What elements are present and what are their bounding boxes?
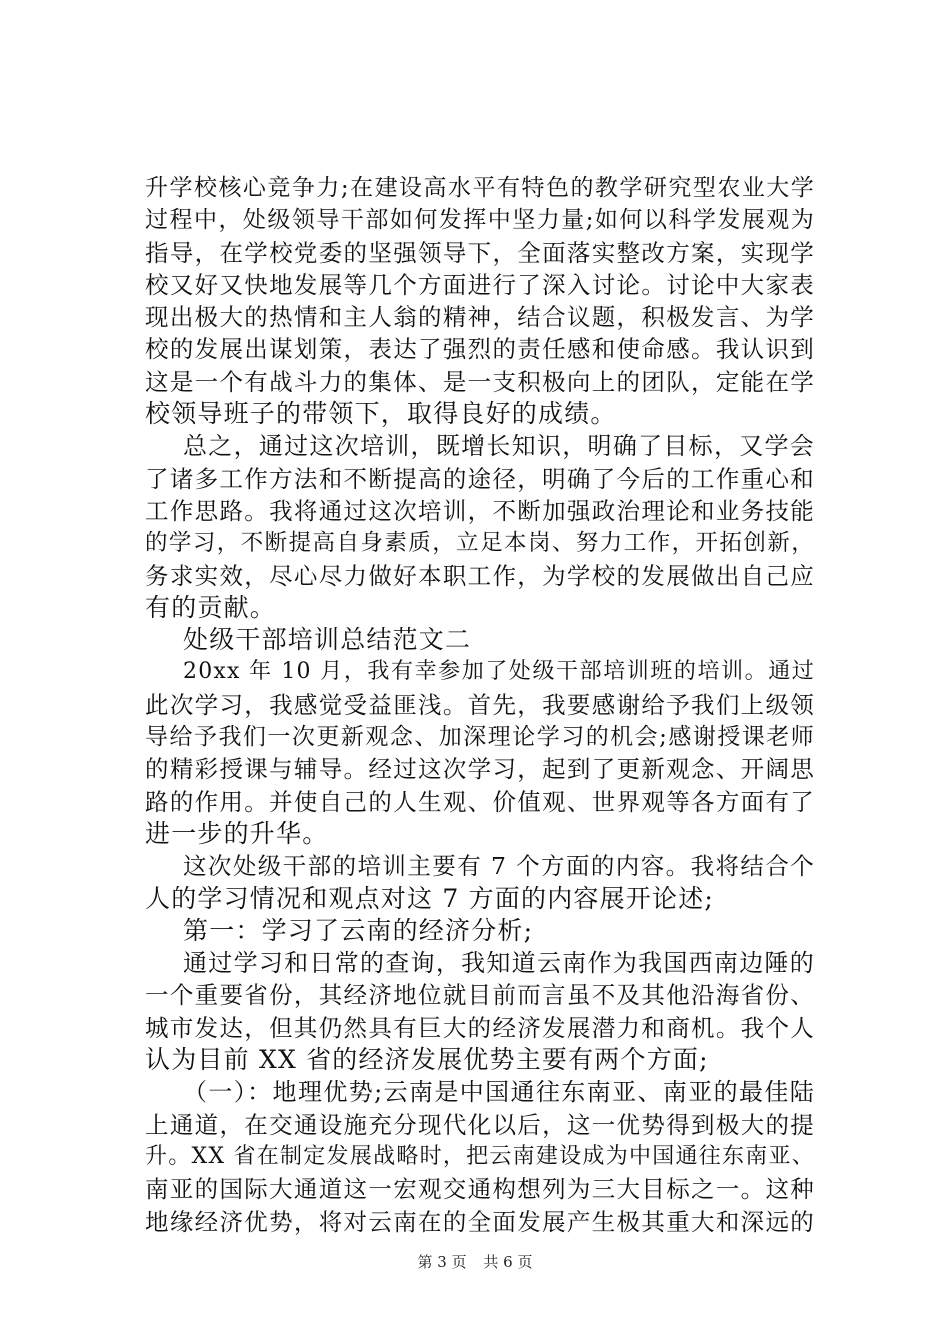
text-line: 这是一个有战斗力的集体、是一支积极向上的团队，定能在学 [145,367,815,396]
text-line: 上通道，在交通设施充分现代化以后，这一优势得到极大的提 [145,1110,815,1139]
page-total: 共 6 页 [483,1253,533,1271]
page-number: 第 3 页 [417,1253,467,1271]
text-line: 路的作用。并使自己的人生观、价值观、世界观等各方面有了 [145,787,815,816]
text-line: 导给予我们一次更新观念、加深理论学习的机会;感谢授课老师 [145,724,815,751]
page-footer [0,1252,950,1272]
text-line: 此次学习，我感觉受益匪浅。首先，我要感谢给予我们上级领 [145,690,815,719]
text-line: 这次处级干部的培训主要有 7 个方面的内容。我将结合个 [183,852,815,881]
text-line: 认为目前 XX 省的经济发展优势主要有两个方面; [145,1045,709,1075]
text-line: 有的贡献。 [145,592,277,622]
text-line: 指导，在学校党委的坚强领导下，全面落实整改方案，实现学 [145,238,815,267]
text-line: 升。XX 省在制定发展战略时，把云南建设成为中国通往东南亚、 [145,1143,815,1169]
text-line: 城市发达，但其仍然具有巨大的经济发展潜力和商机。我个人 [145,1013,815,1042]
text-line: 的学习，不断提高自身素质，立足本岗、努力工作，开拓创新， [145,530,815,557]
text-line: 一个重要省份，其经济地位就目前而言虽不及其他沿海省份、 [145,981,815,1010]
text-line: 校的发展出谋划策，表达了强烈的责任感和使命感。我认识到 [145,335,815,364]
text-line: 人的学习情况和观点对这 7 方面的内容展开论述; [145,883,715,913]
text-line: 现出极大的热情和主人翁的精神，结合议题，积极发言、为学 [145,303,815,332]
text-line: 校又好又快地发展等几个方面进行了深入讨论。讨论中大家表 [145,270,815,299]
text-line: 20xx 年 10 月，我有幸参加了处级干部培训班的培训。通过 [183,659,815,685]
text-line: 了诸多工作方法和不断提高的途径，明确了今后的工作重心和 [145,464,815,493]
text-line: （一）：地理优势;云南是中国通往东南亚、南亚的最佳陆 [183,1078,815,1107]
text-line: 南亚的国际大通道这一宏观交通构想列为三大目标之一。这种 [145,1175,815,1204]
text-line: 过程中，处级领导干部如何发挥中坚力量;如何以科学发展观为 [145,207,815,234]
text-line: 进一步的升华。 [145,818,329,848]
section-heading: 处级干部培训总结范文二 [183,625,472,655]
text-line: 总之，通过这次培训，既增长知识，明确了目标，又学会 [183,432,815,461]
text-line: 工作思路。我将通过这次培训，不断加强政治理论和业务技能 [145,496,815,525]
text-line: 第一：学习了云南的经济分析; [183,915,534,945]
text-line: 校领导班子的带领下，取得良好的成绩。 [145,399,617,429]
text-line: 升学校核心竞争力;在建设高水平有特色的教学研究型农业大学 [145,175,815,201]
text-line: 的精彩授课与辅导。经过这次学习，起到了更新观念、开阔思 [145,755,815,784]
text-line: 务求实效，尽心尽力做好本职工作，为学校的发展做出自己应 [145,561,815,590]
text-line: 地缘经济优势，将对云南在的全面发展产生极其重大和深远的 [145,1207,815,1236]
document-body [145,172,815,1238]
text-line: 通过学习和日常的查询，我知道云南作为我国西南边陲的 [183,949,815,978]
